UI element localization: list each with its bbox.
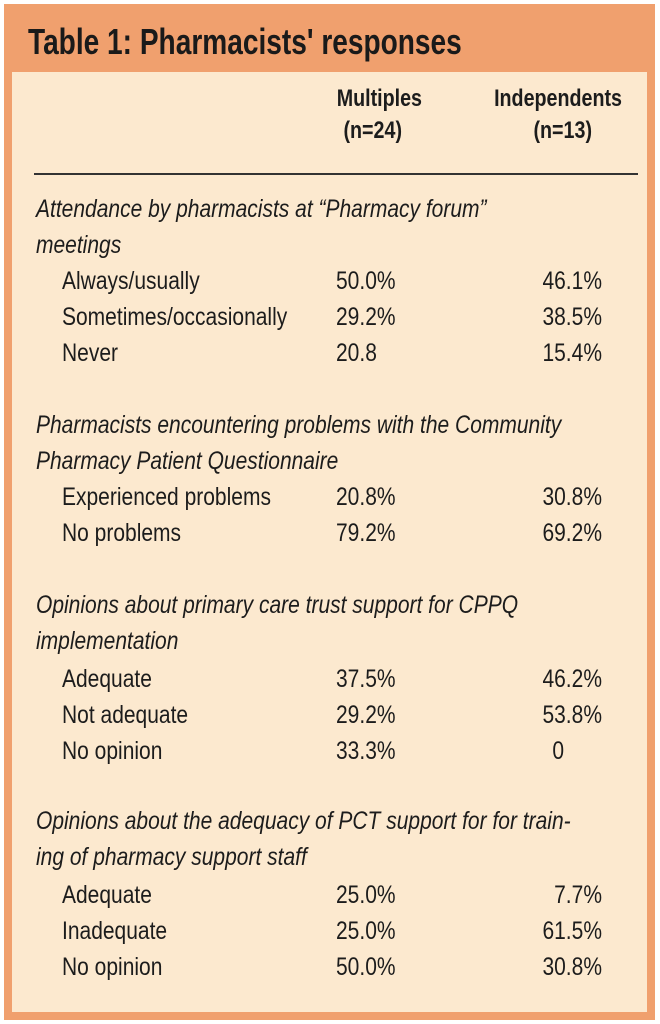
header-divider	[34, 173, 638, 175]
row-label: Never	[62, 339, 119, 367]
cell-independents: 15.4%	[542, 339, 602, 367]
column-header-multiples: Multiples	[336, 85, 422, 112]
cell-independents: 30.8%	[542, 953, 602, 981]
table-body	[12, 72, 647, 1012]
row-label: Inadequate	[62, 917, 168, 945]
cell-multiples: 20.8	[336, 339, 377, 367]
cell-independents: 46.1%	[542, 267, 602, 295]
section-title: implementation	[36, 627, 179, 655]
cell-independents: 61.5%	[542, 917, 602, 945]
cell-independents: 69.2%	[542, 519, 602, 547]
row-label: Not adequate	[62, 701, 189, 729]
row-label: No opinion	[62, 953, 163, 981]
row-label: Sometimes/occasionally	[62, 303, 288, 331]
cell-multiples: 29.2%	[336, 303, 396, 331]
table-title: Table 1: Pharmacists' responses	[28, 21, 462, 62]
cell-independents: 38.5%	[542, 303, 602, 331]
cell-multiples: 20.8%	[336, 483, 396, 511]
cell-multiples: 79.2%	[336, 519, 396, 547]
cell-independents: 53.8%	[542, 701, 602, 729]
column-header-multiples-n: (n=24)	[343, 117, 402, 144]
row-label: Adequate	[62, 881, 152, 909]
cell-independents: 46.2%	[542, 665, 602, 693]
cell-multiples: 25.0%	[336, 881, 396, 909]
section-title: Pharmacists encountering problems with the Community	[36, 411, 562, 439]
row-label: Experienced problems	[62, 483, 271, 511]
cell-independents: 7.7%	[554, 881, 602, 909]
row-label: Adequate	[62, 665, 152, 693]
section-title: ing of pharmacy support staff	[36, 843, 307, 871]
cell-multiples: 37.5%	[336, 665, 396, 693]
section-title: Attendance by pharmacists at “Pharmacy forum”	[36, 195, 487, 223]
cell-multiples: 50.0%	[336, 267, 396, 295]
cell-independents: 30.8%	[542, 483, 602, 511]
column-header-independents-n: (n=13)	[533, 117, 592, 144]
cell-multiples: 50.0%	[336, 953, 396, 981]
section-title: Opinions about the adequacy of PCT support for for train-	[36, 807, 571, 835]
column-header-independents: Independents	[494, 85, 622, 112]
cell-multiples: 29.2%	[336, 701, 396, 729]
section-title: meetings	[36, 231, 122, 259]
cell-independents: 0	[552, 737, 564, 765]
row-label: No problems	[62, 519, 182, 547]
row-label: Always/usually	[62, 267, 200, 295]
section-title: Pharmacy Patient Questionnaire	[36, 447, 339, 475]
table-frame	[4, 4, 655, 1020]
cell-multiples: 25.0%	[336, 917, 396, 945]
section-title: Opinions about primary care trust support for CPPQ	[36, 591, 519, 619]
cell-multiples: 33.3%	[336, 737, 396, 765]
row-label: No opinion	[62, 737, 163, 765]
